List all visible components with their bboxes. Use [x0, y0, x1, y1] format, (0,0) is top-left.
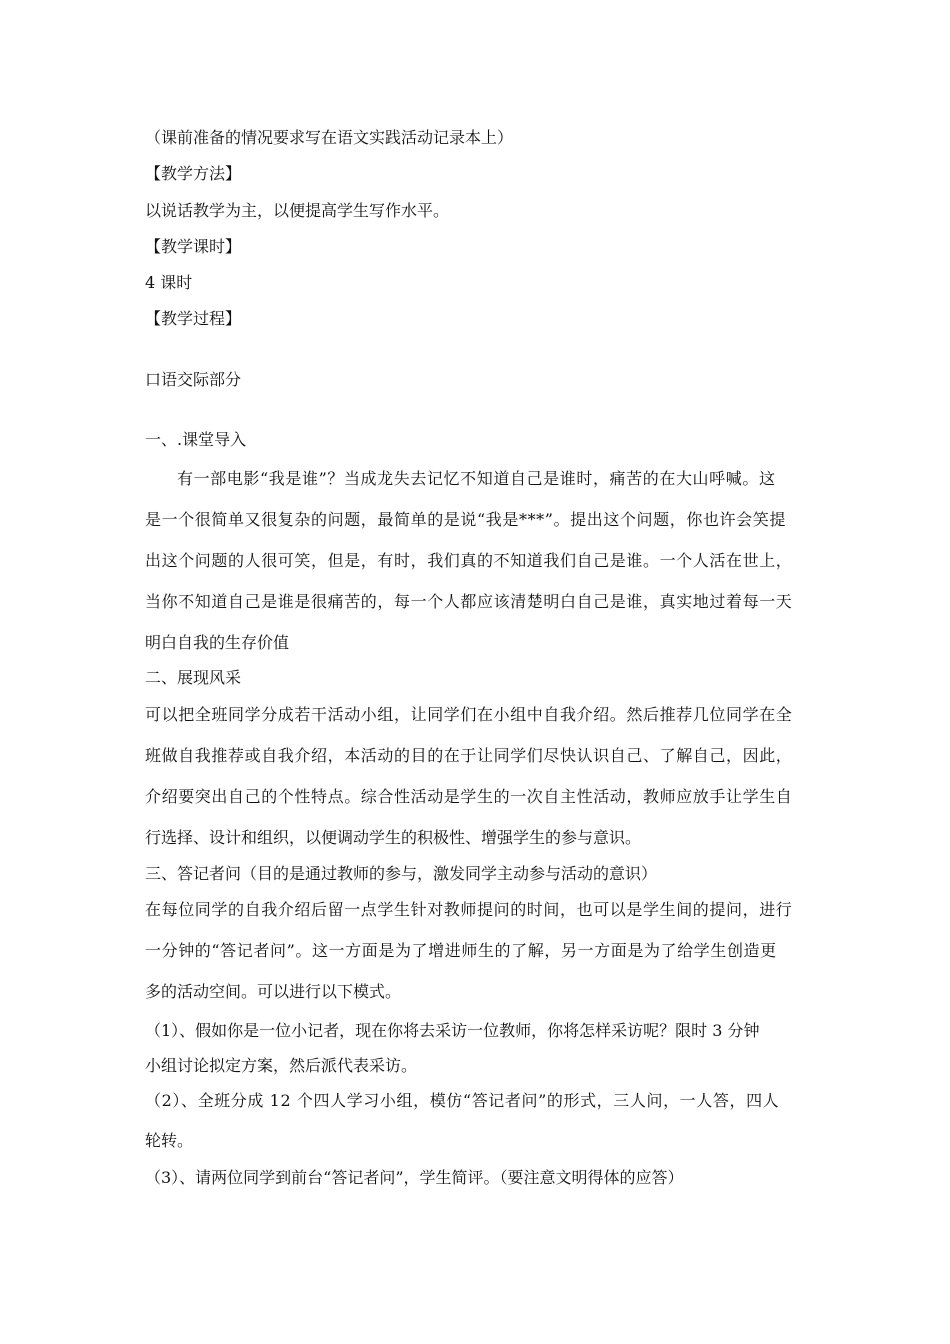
period-heading: 【教学课时】 — [145, 237, 242, 256]
list-item: （2）、全班分成 12 个四人学习小组，模仿“答记者问”的形式，三人问，一人答，四人 — [145, 1091, 780, 1110]
list-item-continuation: 轮转。 — [145, 1131, 194, 1150]
paragraph-line: 多的活动空间。可以进行以下模式。 — [145, 982, 402, 1001]
paragraph-line: 介绍要突出自己的个性特点。综合性活动是学生的一次自主性活动，教师应放手让学生自 — [145, 787, 793, 806]
list-item: （3）、请两位同学到前台“答记者问”，学生简评。（要注意文明得体的应答） — [145, 1168, 684, 1187]
method-text: 以说话教学为主，以便提高学生写作水平。 — [145, 201, 450, 220]
paragraph-line: 当你不知道自己是谁是很痛苦的，每一个人都应该清楚明白自己是谁，真实地过着每一天 — [145, 592, 793, 611]
paragraph-line: 行选择、设计和组织，以便调动学生的积极性、增强学生的参与意识。 — [145, 828, 642, 847]
paragraph-line: 班做自我推荐或自我介绍，本活动的目的在于让同学们尽快认识自己、了解自己，因此， — [145, 746, 793, 765]
section-heading-press-conference: 三、答记者问（目的是通过教师的参与，激发同学主动参与活动的意识） — [145, 864, 658, 883]
list-item-continuation: 小组讨论拟定方案，然后派代表采访。 — [145, 1056, 418, 1075]
part-title: 口语交际部分 — [145, 370, 242, 389]
paragraph-line: 有一部电影“我是谁”？当成龙失去记忆不知道自己是谁时，痛苦的在大山呼喊。这 — [177, 469, 776, 488]
paragraph-line: 是一个很简单又很复杂的问题，最简单的是说“我是***”。提出这个问题，你也许会笑提 — [145, 510, 786, 529]
section-heading-intro: 一、.课堂导入 — [145, 430, 247, 449]
method-heading: 【教学方法】 — [145, 164, 242, 183]
paragraph-line: 一分钟的“答记者问”。这一方面是为了增进师生的了解，另一方面是为了给学生创造更 — [145, 941, 777, 960]
paragraph-line: 明白自我的生存价值 — [145, 633, 290, 652]
period-text: 4 课时 — [145, 273, 193, 292]
prep-note: （课前准备的情况要求写在语文实践活动记录本上） — [145, 128, 514, 147]
process-heading: 【教学过程】 — [145, 309, 242, 328]
list-item: （1）、假如你是一位小记者，现在你将去采访一位教师，你将怎样采访呢？限时 3 分钟 — [145, 1021, 760, 1040]
paragraph-line: 在每位同学的自我介绍后留一点学生针对教师提问的时间，也可以是学生间的提问，进行 — [145, 900, 793, 919]
paragraph-line: 出这个问题的人很可笑，但是，有时，我们真的不知道我们自己是谁。一个人活在世上， — [145, 551, 793, 570]
section-heading-showcase: 二、展现风采 — [145, 668, 242, 687]
paragraph-line: 可以把全班同学分成若干活动小组，让同学们在小组中自我介绍。然后推荐几位同学在全 — [145, 705, 793, 724]
